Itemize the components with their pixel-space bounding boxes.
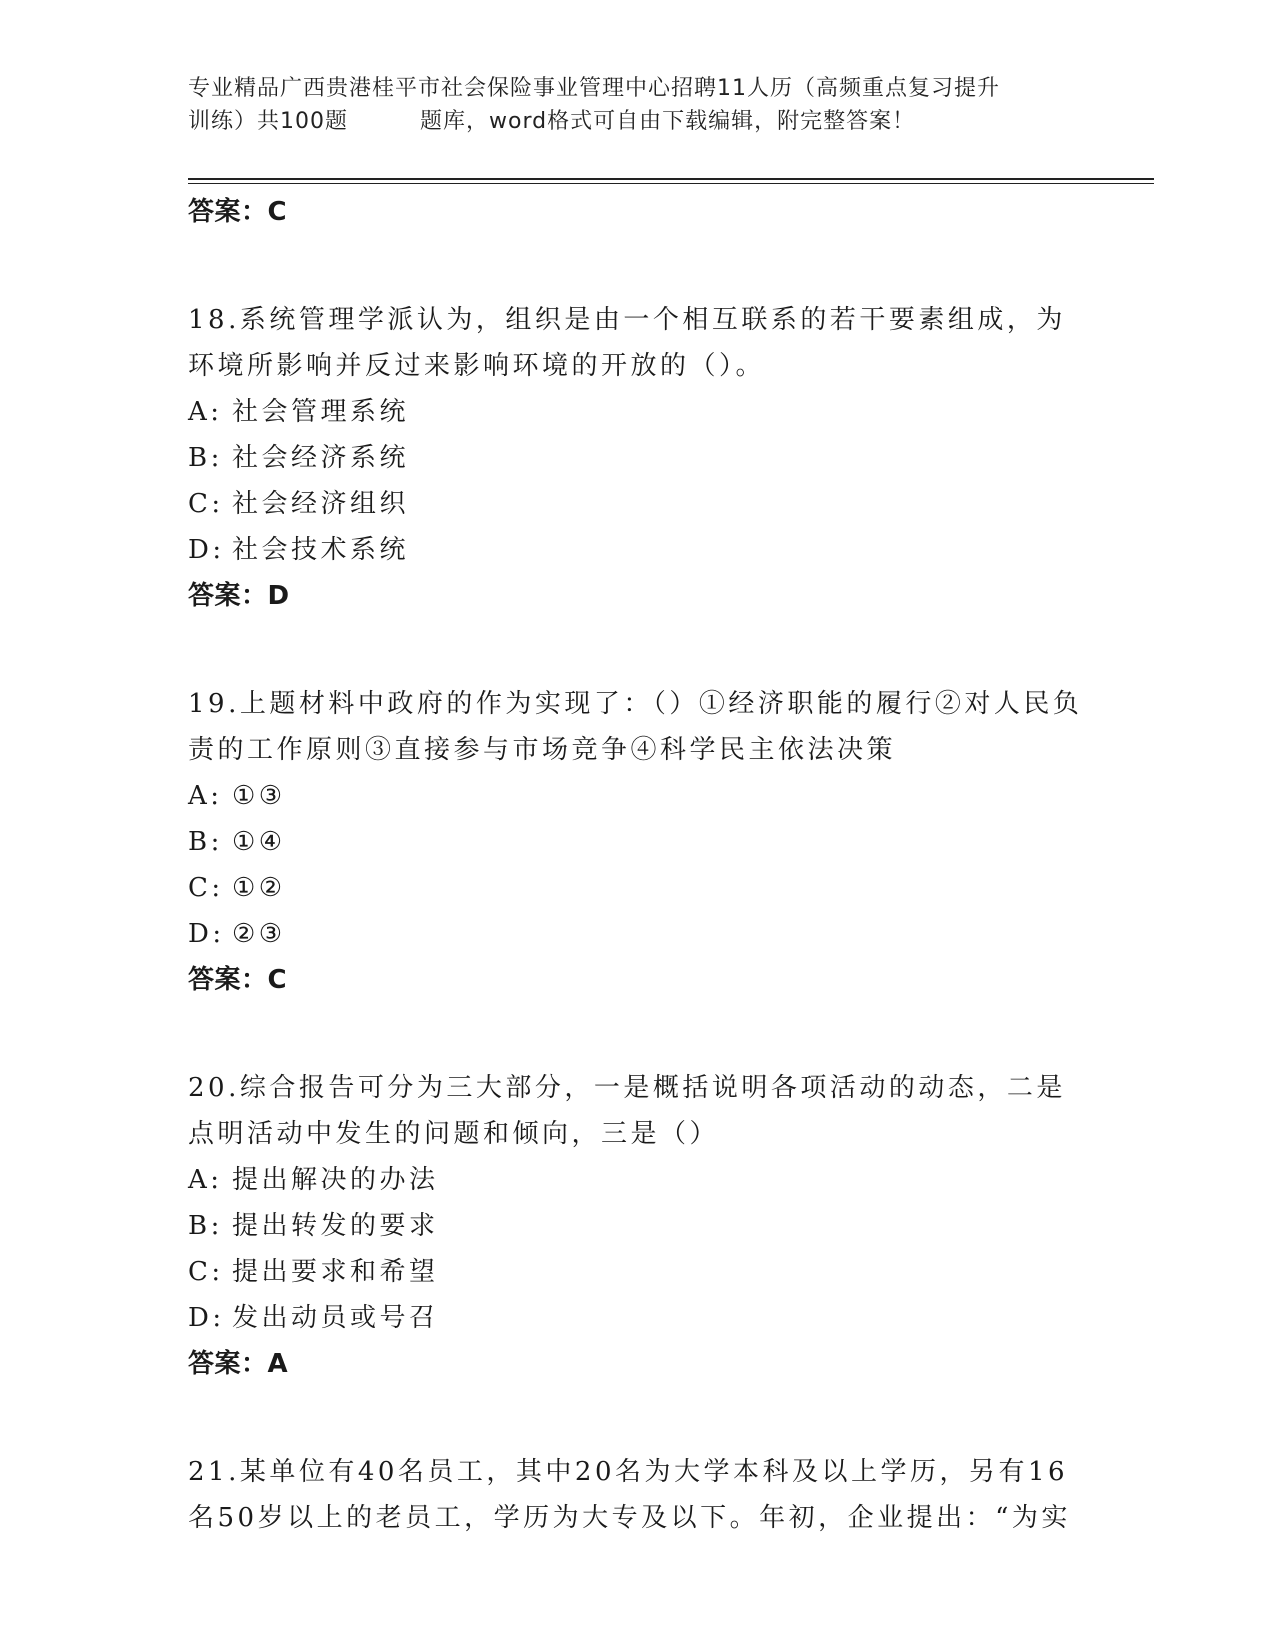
option-label: C: xyxy=(188,873,224,903)
option-text: 社会管理系统 xyxy=(232,397,410,427)
previous-answer: 答案：C xyxy=(188,197,288,227)
option-text: ①② xyxy=(232,873,286,903)
option-label: B: xyxy=(188,443,223,473)
question-stem: 19.上题材料中政府的作为实现了：（）①经济职能的履行②对人民负责的工作原则③直接参与市场竞争④科学民主依法决策 xyxy=(188,689,1083,765)
option-label: A: xyxy=(188,1165,223,1195)
option-text: 社会经济组织 xyxy=(232,489,410,519)
header-line-2-right: 题库，word格式可自由下载编辑，附完整答案！ xyxy=(420,109,916,134)
option-c xyxy=(188,481,1088,527)
option-text: 发出动员或号召 xyxy=(232,1303,439,1333)
header-divider-thin xyxy=(188,183,1154,184)
option-d xyxy=(188,1295,1088,1341)
option-label: A: xyxy=(188,781,223,811)
option-b xyxy=(188,435,1088,481)
option-label: A: xyxy=(188,397,223,427)
answer-line: 答案：C xyxy=(188,965,288,995)
option-label: B: xyxy=(188,1211,223,1241)
option-b xyxy=(188,1203,1088,1249)
option-label: B: xyxy=(188,827,223,857)
header-line-2-left: 训练）共100题 xyxy=(188,109,348,134)
option-text: ①④ xyxy=(232,827,286,857)
question-stem: 18.系统管理学派认为，组织是由一个相互联系的若干要素组成，为环境所影响并反过来影响环境的开放的（）。 xyxy=(188,305,1066,381)
option-a xyxy=(188,389,1088,435)
question-stem: 20.综合报告可分为三大部分，一是概括说明各项活动的动态，二是点明活动中发生的问题和倾向，三是（） xyxy=(188,1073,1066,1149)
option-label: C: xyxy=(188,1257,224,1287)
option-d xyxy=(188,911,1088,957)
question-block xyxy=(188,1065,1088,1387)
option-label: D: xyxy=(188,1303,225,1333)
header-line-1: 专业精品广西贵港桂平市社会保险事业管理中心招聘11人历（高频重点复习提升 xyxy=(188,76,1000,101)
option-b xyxy=(188,819,1088,865)
option-text: 提出转发的要求 xyxy=(232,1211,439,1241)
option-text: ①③ xyxy=(232,781,286,811)
option-c xyxy=(188,865,1088,911)
option-text: 提出要求和希望 xyxy=(232,1257,439,1287)
option-a xyxy=(188,773,1088,819)
option-label: C: xyxy=(188,489,224,519)
question-stem: 21.某单位有40名员工，其中20名为大学本科及以上学历，另有16名50岁以上的老员工，学历为大专及以下。年初，企业提出：“为实 xyxy=(188,1457,1071,1533)
option-a xyxy=(188,1157,1088,1203)
page-header xyxy=(188,72,1088,138)
option-text: ②③ xyxy=(232,919,286,949)
answer-line: 答案：D xyxy=(188,581,290,611)
option-c xyxy=(188,1249,1088,1295)
option-d xyxy=(188,527,1088,573)
answer-line: 答案：A xyxy=(188,1349,289,1379)
option-text: 提出解决的办法 xyxy=(232,1165,439,1195)
question-block xyxy=(188,1449,1088,1541)
option-label: D: xyxy=(188,919,225,949)
question-block xyxy=(188,681,1088,1003)
header-divider-thick xyxy=(188,178,1154,180)
option-text: 社会经济系统 xyxy=(232,443,410,473)
option-text: 社会技术系统 xyxy=(232,535,410,565)
question-list xyxy=(188,189,1088,1541)
option-label: D: xyxy=(188,535,225,565)
question-block xyxy=(188,297,1088,619)
header-line-2 xyxy=(188,105,1088,138)
